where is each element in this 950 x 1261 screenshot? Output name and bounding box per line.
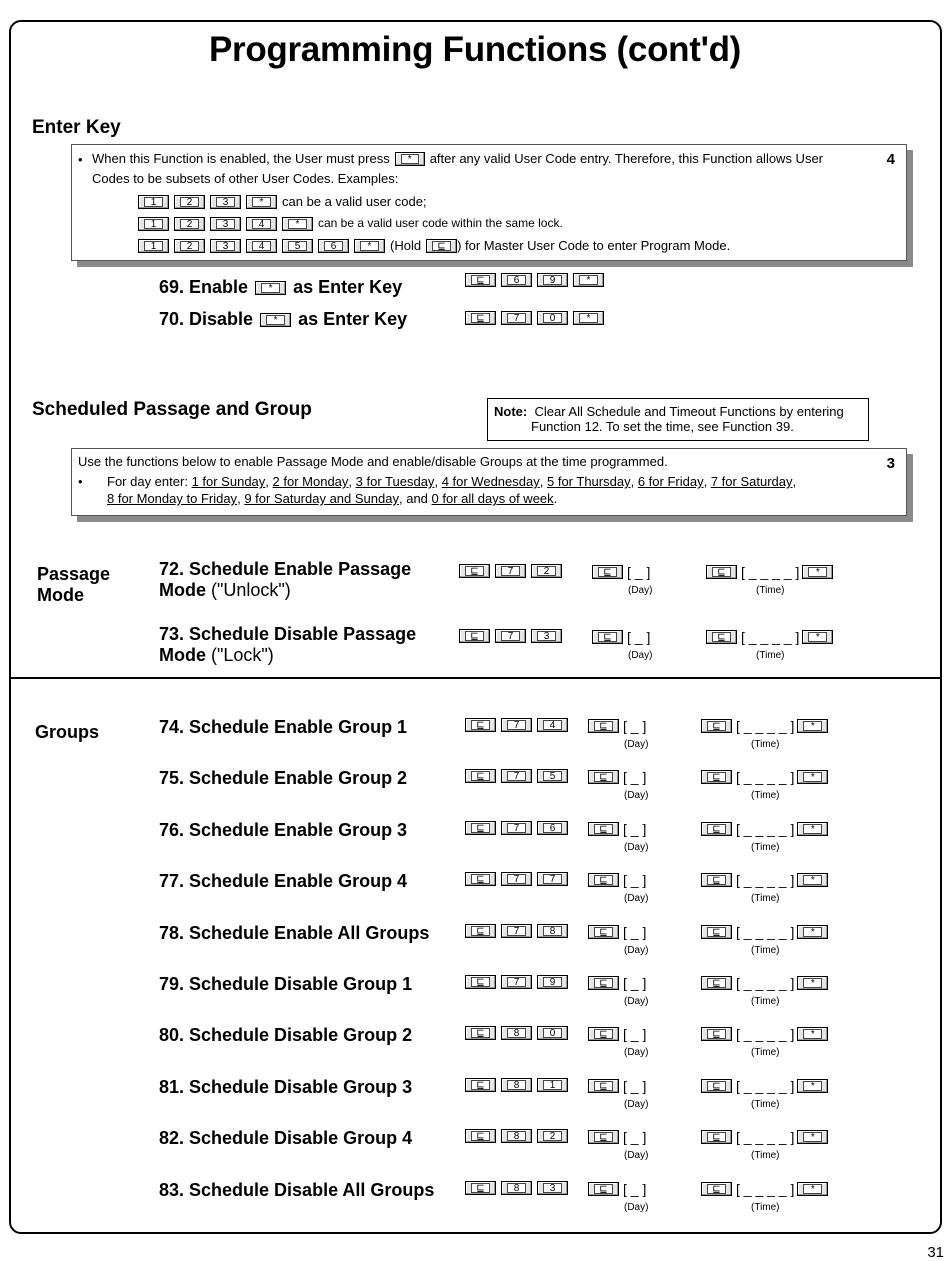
day-label: (Day)	[624, 1047, 649, 1059]
time-label: (Time)	[756, 650, 785, 661]
master-key-icon: ⊑	[465, 311, 496, 325]
group-time-entry	[701, 872, 828, 888]
mode-word: Mode	[159, 580, 206, 600]
key-7: 7	[501, 821, 532, 835]
example-keys	[138, 239, 385, 253]
group-function-keys	[465, 718, 568, 732]
key-7: 7	[501, 311, 532, 325]
key-7: 7	[501, 872, 532, 886]
key-3: 3	[210, 239, 241, 253]
time-placeholder: [ _ _ _ _ ]	[736, 1026, 795, 1043]
star-key-icon: *	[797, 1079, 828, 1093]
master-key-icon: ⊑	[465, 1078, 496, 1092]
master-key-icon: ⊑	[588, 1027, 619, 1041]
group-function-label: 81. Schedule Disable Group 3	[159, 1076, 413, 1097]
group-function-keys	[465, 1078, 568, 1092]
page-title: Programming Functions (cont'd)	[208, 30, 742, 69]
group-time-entry	[701, 1078, 828, 1094]
group-day-entry	[588, 872, 646, 888]
group-time-entry	[701, 975, 828, 991]
master-key-icon: ⊑	[701, 1079, 732, 1093]
star-key-icon: *	[573, 273, 604, 287]
master-key-icon: ⊑	[592, 630, 623, 644]
key-6: 6	[537, 821, 568, 835]
group-function-label: 77. Schedule Enable Group 4	[159, 871, 408, 892]
example-row-2: 1 2 3 4 * can be a valid user code within the same lock.	[138, 215, 563, 232]
master-key-icon: ⊑	[465, 872, 496, 886]
passage-function-label	[159, 624, 416, 666]
master-key-icon: ⊑	[588, 873, 619, 887]
group-function-label: 80. Schedule Disable Group 2	[159, 1025, 413, 1046]
master-key-icon: ⊑	[701, 822, 732, 836]
function-70-keys	[465, 311, 604, 325]
star-key-icon: *	[797, 719, 828, 733]
key-0: 0	[537, 1026, 568, 1040]
time-placeholder: [ _ _ _ _ ]	[736, 1129, 795, 1146]
star-key-icon: *	[797, 1182, 828, 1196]
time-label: (Time)	[751, 893, 780, 905]
star-key-icon: *	[354, 239, 385, 253]
groups-label: Groups	[35, 722, 100, 742]
day-label: (Day)	[624, 1098, 649, 1110]
enter-key-info-box	[71, 144, 907, 261]
day-label: (Day)	[624, 944, 649, 956]
key-2: 2	[174, 195, 205, 209]
key-1: 1	[537, 1078, 568, 1092]
time-label: (Time)	[751, 1098, 780, 1110]
master-key-icon: ⊑	[701, 719, 732, 733]
key-0: 0	[537, 311, 568, 325]
day-placeholder: [ _ ]	[623, 769, 647, 786]
key-7: 7	[495, 629, 526, 643]
example-keys	[138, 217, 313, 231]
day-placeholder: [ _ ]	[623, 820, 647, 837]
key-3: 3	[537, 1181, 568, 1195]
group-function-keys	[465, 924, 568, 938]
bullet-icon: •	[78, 474, 83, 489]
day-placeholder: [ _ ]	[623, 718, 647, 734]
group-day-entry	[588, 821, 646, 837]
group-function-keys	[465, 821, 568, 835]
day-placeholder: [ _ ]	[623, 975, 647, 991]
passage-time-entry	[706, 564, 833, 580]
time-placeholder: [ _ _ _ _ ]	[736, 718, 795, 734]
group-function-label: 78. Schedule Enable All Groups	[159, 922, 430, 943]
master-key-icon: ⊑	[701, 976, 732, 990]
group-day-entry	[588, 1129, 646, 1145]
schedule-intro: Use the functions below to enable Passage Mode and enable/disable Groups at the time programmed.	[78, 454, 668, 469]
key-8: 8	[501, 1026, 532, 1040]
key-4: 4	[246, 239, 277, 253]
passage-function-keys	[459, 629, 562, 643]
star-key-icon: *	[802, 630, 833, 644]
group-time-entry	[701, 1026, 828, 1042]
master-key-icon: ⊑	[701, 1182, 732, 1196]
day-codes-line2: 8 for Monday to Friday , 9 for Saturday and Sunday , and 0 for all days of week .	[107, 491, 558, 506]
star-key-icon: *	[797, 925, 828, 939]
group-function-label: 75. Schedule Enable Group 2	[159, 768, 408, 789]
time-label: (Time)	[751, 1047, 780, 1059]
day-placeholder: [ _ ]	[623, 923, 647, 940]
example-row-3: 1 2 3 4 5 6 * (Hold ⊑ ) for Master User Code to enter Program Mode.	[138, 237, 730, 254]
day-label: (Day)	[624, 1150, 649, 1162]
star-key-icon: *	[797, 873, 828, 887]
time-placeholder: [ _ _ _ _ ]	[736, 872, 795, 889]
time-placeholder: [ _ _ _ _ ]	[736, 820, 795, 837]
group-time-entry	[701, 924, 828, 940]
passage-function-keys	[459, 564, 562, 578]
group-day-entry	[588, 924, 646, 940]
master-key-icon: ⊑	[459, 564, 490, 578]
function-subtitle	[159, 645, 416, 666]
star-key-icon: *	[797, 1027, 828, 1041]
key-1: 1	[138, 239, 169, 253]
schedule-note: Note: Clear All Schedule and Timeout Functions by entering Function 12. To set the time, see Function 39.	[487, 398, 869, 441]
key-8: 8	[501, 1129, 532, 1143]
master-key-icon: ⊑	[588, 770, 619, 784]
group-function-keys	[465, 1026, 568, 1040]
key-7: 7	[501, 924, 532, 938]
group-time-entry	[701, 1129, 828, 1145]
master-key-icon: ⊑	[592, 565, 623, 579]
mode-word: Mode	[159, 645, 206, 665]
key-9: 9	[537, 273, 568, 287]
star-key-icon: *	[246, 195, 277, 209]
passage-function-label	[159, 559, 411, 601]
bullet-icon: •	[78, 152, 83, 167]
day-placeholder: [ _ ]	[623, 1026, 647, 1043]
group-function-keys	[465, 1129, 568, 1143]
key-3: 3	[210, 217, 241, 231]
day-label: (Day)	[628, 585, 653, 596]
master-key-icon: ⊑	[426, 239, 457, 253]
example-row-1: 1 2 3 * can be a valid user code;	[138, 193, 427, 210]
time-label: (Time)	[751, 739, 780, 750]
day-label: (Day)	[624, 996, 649, 1007]
box-number: 4	[886, 151, 895, 168]
key-2: 2	[174, 239, 205, 253]
time-label: (Time)	[751, 996, 780, 1007]
enter-key-para-line2: Codes to be subsets of other User Codes. Examples:	[92, 171, 399, 186]
key-2: 2	[537, 1129, 568, 1143]
key-9: 9	[537, 975, 568, 989]
group-time-entry	[701, 769, 828, 785]
star-key-icon: *	[797, 1130, 828, 1144]
master-key-icon: ⊑	[459, 629, 490, 643]
key-1: 1	[138, 217, 169, 231]
master-key-icon: ⊑	[588, 822, 619, 836]
time-placeholder: [ _ _ _ _ ]	[736, 975, 795, 991]
group-function-label: 76. Schedule Enable Group 3	[159, 819, 408, 840]
group-function-label: 79. Schedule Disable Group 1	[159, 974, 413, 994]
star-key-icon: *	[395, 152, 425, 166]
passage-day-entry	[592, 629, 650, 645]
example-keys	[138, 195, 277, 209]
key-2: 2	[174, 217, 205, 231]
master-key-icon: ⊑	[588, 925, 619, 939]
master-key-icon: ⊑	[588, 719, 619, 733]
master-key-icon: ⊑	[701, 1027, 732, 1041]
day-placeholder: [ _ ]	[627, 629, 651, 645]
time-label: (Time)	[751, 1150, 780, 1162]
day-placeholder: [ _ ]	[623, 1077, 647, 1094]
key-3: 3	[210, 195, 241, 209]
group-function-keys	[465, 769, 568, 783]
passage-mode-label: Passage Mode	[37, 564, 111, 605]
day-placeholder: [ _ ]	[627, 564, 651, 580]
group-time-entry	[701, 821, 828, 837]
function-title: 72. Schedule Enable Passage	[159, 559, 412, 579]
day-label: (Day)	[624, 790, 649, 802]
key-2: 2	[531, 564, 562, 578]
time-placeholder: [ _ _ _ _ ]	[736, 1180, 795, 1197]
day-placeholder: [ _ ]	[623, 1129, 647, 1146]
group-day-entry	[588, 1078, 646, 1094]
function-subtitle	[159, 580, 411, 601]
key-4: 4	[537, 718, 568, 732]
key-1: 1	[138, 195, 169, 209]
time-placeholder: [ _ _ _ _ ]	[736, 769, 795, 786]
key-3: 3	[531, 629, 562, 643]
star-key-icon: *	[573, 311, 604, 325]
time-label: (Time)	[751, 790, 780, 802]
master-key-icon: ⊑	[465, 1181, 496, 1195]
star-key-icon: *	[802, 565, 833, 579]
star-key-icon: *	[797, 822, 828, 836]
group-day-entry	[588, 975, 646, 991]
key-7: 7	[501, 769, 532, 783]
master-key-icon: ⊑	[465, 1026, 496, 1040]
master-key-icon: ⊑	[465, 718, 496, 732]
time-placeholder: [ _ _ _ _ ]	[736, 923, 795, 940]
box-number: 3	[886, 455, 895, 472]
key-7: 7	[501, 975, 532, 989]
group-time-entry	[701, 718, 828, 734]
day-label: (Day)	[624, 739, 649, 750]
star-key-icon: *	[797, 976, 828, 990]
group-day-entry	[588, 1181, 646, 1197]
day-label: (Day)	[628, 650, 653, 661]
time-label: (Time)	[751, 944, 780, 956]
scheduled-heading: Scheduled Passage and Group	[32, 399, 312, 420]
master-key-icon: ⊑	[588, 1079, 619, 1093]
day-placeholder: [ _ ]	[623, 872, 647, 889]
master-key-icon: ⊑	[706, 630, 737, 644]
time-label: (Time)	[751, 1201, 780, 1213]
master-key-icon: ⊑	[465, 924, 496, 938]
master-key-icon: ⊑	[701, 925, 732, 939]
group-day-entry	[588, 769, 646, 785]
function-title: 73. Schedule Disable Passage	[159, 624, 417, 644]
time-label: (Time)	[756, 585, 785, 596]
time-label: (Time)	[751, 841, 780, 853]
group-day-entry	[588, 1026, 646, 1042]
master-key-icon: ⊑	[588, 1130, 619, 1144]
key-5: 5	[537, 769, 568, 783]
master-key-icon: ⊑	[588, 976, 619, 990]
star-key-icon: *	[797, 770, 828, 784]
master-key-icon: ⊑	[465, 975, 496, 989]
mode-action: ("Unlock")	[206, 580, 291, 600]
master-key-icon: ⊑	[465, 273, 496, 287]
section-divider	[9, 677, 942, 679]
star-key-icon: *	[260, 313, 291, 327]
group-function-keys	[465, 975, 568, 989]
key-7: 7	[495, 564, 526, 578]
master-key-icon: ⊑	[465, 769, 496, 783]
mode-action: ("Lock")	[206, 645, 274, 665]
key-8: 8	[537, 924, 568, 938]
group-day-entry	[588, 718, 646, 734]
time-placeholder: [ _ _ _ _ ]	[741, 629, 800, 645]
schedule-info-box	[71, 448, 907, 516]
key-6: 6	[501, 273, 532, 287]
function-69-keys	[465, 273, 604, 287]
master-key-icon: ⊑	[465, 821, 496, 835]
passage-time-entry	[706, 629, 833, 645]
key-7: 7	[501, 718, 532, 732]
star-key-icon: *	[255, 281, 286, 295]
group-function-keys	[465, 872, 568, 886]
group-function-keys	[465, 1181, 568, 1195]
key-8: 8	[501, 1181, 532, 1195]
key-6: 6	[318, 239, 349, 253]
key-7: 7	[537, 872, 568, 886]
master-key-icon: ⊑	[701, 1130, 732, 1144]
master-key-icon: ⊑	[701, 770, 732, 784]
key-4: 4	[246, 217, 277, 231]
passage-day-entry	[592, 564, 650, 580]
master-key-icon: ⊑	[465, 1129, 496, 1143]
enter-key-heading: Enter Key	[32, 117, 121, 138]
key-5: 5	[282, 239, 313, 253]
page-number: 31	[927, 1244, 944, 1261]
day-placeholder: [ _ ]	[623, 1180, 647, 1197]
star-key-icon: *	[282, 217, 313, 231]
master-key-icon: ⊑	[701, 873, 732, 887]
function-70-label: 70. Disable * as Enter Key	[159, 309, 408, 329]
time-placeholder: [ _ _ _ _ ]	[741, 564, 800, 580]
day-label: (Day)	[624, 1201, 649, 1213]
group-time-entry	[701, 1181, 828, 1197]
group-function-label: 83. Schedule Disable All Groups	[159, 1179, 435, 1200]
time-placeholder: [ _ _ _ _ ]	[736, 1077, 795, 1094]
master-key-icon: ⊑	[588, 1182, 619, 1196]
day-label: (Day)	[624, 893, 649, 905]
function-69-label: 69. Enable * as Enter Key	[159, 277, 403, 297]
group-function-label: 74. Schedule Enable Group 1	[159, 717, 408, 737]
key-8: 8	[501, 1078, 532, 1092]
master-key-icon: ⊑	[706, 565, 737, 579]
day-codes-line1: For day enter: 1 for Sunday , 2 for Monday , 3 for Tuesday , 4 for Wednesday , 5 for Thursday , 6 for Friday , 7 for Saturday ,	[107, 474, 797, 489]
day-label: (Day)	[624, 841, 649, 853]
group-function-label: 82. Schedule Disable Group 4	[159, 1128, 413, 1149]
enter-key-para-line1: When this Function is enabled, the User must press * after any valid User Code entry. Therefore, this Function allows User	[92, 151, 824, 166]
